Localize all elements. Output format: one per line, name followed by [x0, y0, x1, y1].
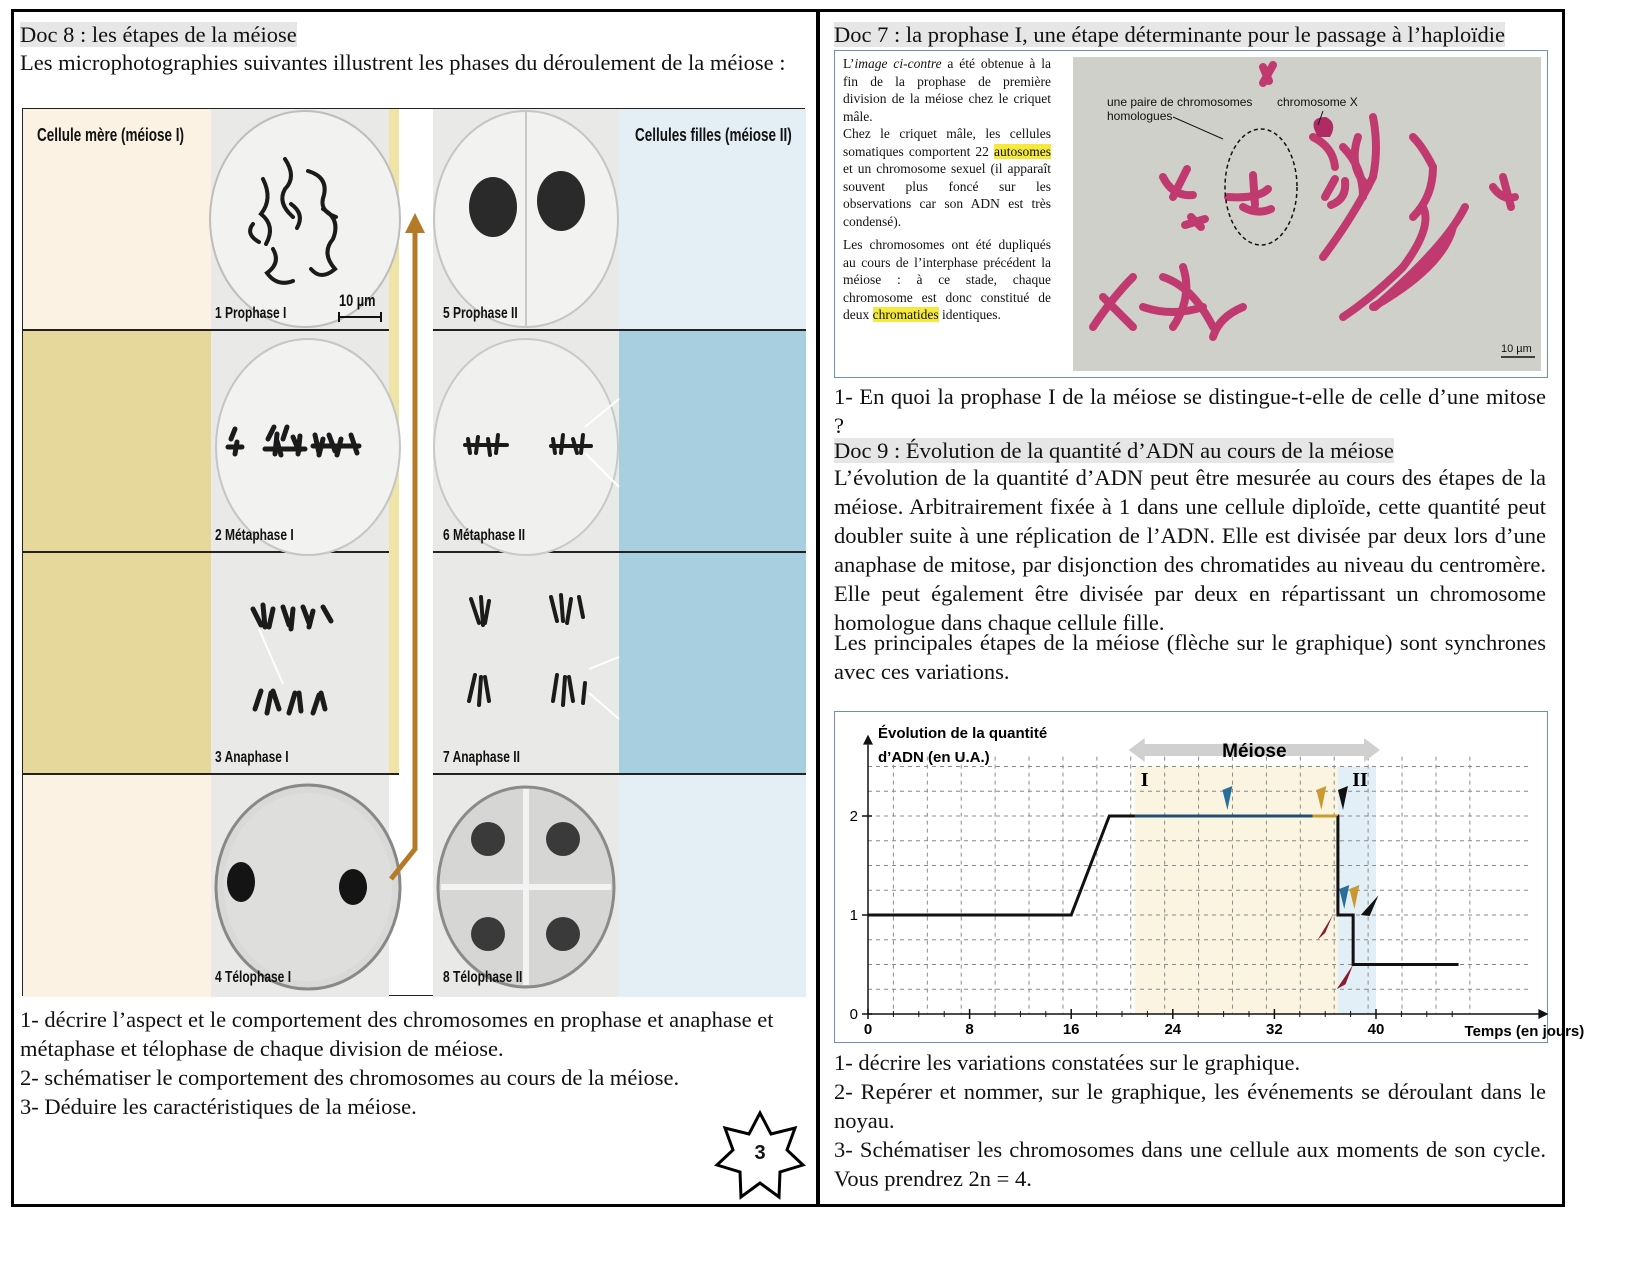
x-tick-label: 16 [1062, 1021, 1080, 1038]
doc7-text [843, 55, 1051, 324]
x-axis-title: Temps (en jours) [1464, 1023, 1585, 1040]
doc8-question-1: 1- décrire l’aspect et le comportement des chromosomes en prophase et anaphase et métaphase et télophase de chaque division de méiose. [20, 1007, 774, 1061]
header-right: Cellules filles (méiose II) [635, 125, 792, 145]
phase-label-3: 3 Anaphase I [215, 749, 289, 766]
y-tick-label: 2 [849, 808, 858, 825]
doc7-para-2: Chez le criquet mâle, les cellules somatiques comportent 22 autosomes et un chromosome sexuel (il apparaît souvent plus foncé sur les observations car son ADN est très condensé). [843, 126, 1051, 229]
doc8-questions [20, 1005, 810, 1121]
label-chromosome-x: chromosome X [1277, 95, 1358, 109]
division-II-label: II [1352, 769, 1368, 791]
doc9-title: Doc 9 : Évolution de la quantité d’ADN au cours de la méiose [834, 438, 1394, 463]
doc7-box [834, 50, 1548, 378]
division-I-label: I [1140, 769, 1149, 791]
y-axis-arrow [863, 735, 873, 745]
doc7-para-1: L’image ci-contre a été obtenue à la fin de la prophase de première division de la méiose chez le criquet mâle. [843, 56, 1051, 124]
doc9-paragraph-2: Les principales étapes de la méiose (flèche sur le graphique) sont synchrones avec ces variations. [834, 630, 1546, 684]
phase-label-8: 8 Télophase II [443, 969, 523, 986]
y-axis-title: Évolution de la quantité [878, 725, 1048, 742]
phase-label-6: 6 Métaphase II [443, 527, 526, 544]
doc8-intro: Les microphotographies suivantes illustrent les phases du déroulement de la méiose : [20, 50, 786, 75]
doc8-question-2: 2- schématiser le comportement des chromosomes au cours de la méiose. [20, 1065, 680, 1090]
header-left: Cellule mère (méiose I) [37, 125, 185, 145]
x-tick-label: 24 [1164, 1021, 1182, 1038]
karyotype-photo [1073, 57, 1541, 371]
x-axis-arrow [1538, 1009, 1548, 1019]
doc7-para-3: Les chromosomes ont été dupliqués au cours de l’interphase précédent la méiose : à ce stade, chaque chromosome est donc constitué de deux chromatides identiques. [843, 237, 1051, 322]
scale-label: 10 µm [339, 291, 376, 310]
phase-label-5: 5 Prophase II [443, 305, 518, 322]
x-tick-label: 40 [1367, 1021, 1385, 1038]
label-homologous-pair: une paire de chromosomes homologues [1107, 95, 1253, 123]
x-tick-label: 0 [863, 1021, 873, 1038]
page-number: 3 [754, 1142, 766, 1164]
phase-label-7: 7 Anaphase II [443, 749, 520, 766]
x-tick-label: 32 [1266, 1021, 1283, 1038]
dna-chart [835, 712, 1585, 1041]
phase-label-1: 1 Prophase I [215, 305, 287, 322]
doc9-question-3: 3- Schématiser les chromosomes dans une cellule aux moments de son cycle. Vous prendrez 2n = 4. [834, 1137, 1546, 1191]
y-tick-label: 1 [849, 907, 858, 924]
doc7-question: 1- En quoi la prophase I de la méiose se distingue-t-elle de celle d’une mitose ? [834, 384, 1546, 438]
doc8-title: Doc 8 : les étapes de la méiose [20, 22, 297, 47]
dna-chart-frame [834, 711, 1585, 1043]
y-tick-label: 0 [849, 1006, 858, 1023]
doc9-title-line [834, 436, 1546, 465]
y-axis-title-units: d’ADN (en U.A.) [878, 749, 990, 766]
doc7-scale-label: 10 µm [1501, 343, 1532, 355]
doc8-title-line [20, 20, 810, 49]
doc9-question-1: 1- décrire les variations constatées sur le graphique. [834, 1050, 1301, 1075]
meiosis-arrow-right [1364, 738, 1380, 762]
x-tick-label: 8 [965, 1021, 974, 1038]
doc9-question-2: 2- Repérer et nommer, sur le graphique, les événements se déroulant dans le noyau. [834, 1079, 1546, 1133]
phase-label-4: 4 Télophase I [215, 969, 292, 986]
phase-label-2: 2 Métaphase I [215, 527, 294, 544]
doc9-paragraph-1: L’évolution de la quantité d’ADN peut être mesurée au cours des étapes de la méiose. Arbitrairement fixée à 1 dans une cellule diploïde, cette quantité peut doubler suite à une réplication de l’ADN. Elle est divisée par deux lors d’une anaphase de mitose, par disjonction des chromatides au niveau du centromère. Elle peut également être divisée par deux en répartissant un chromosome homologue dans chaque cellule fille. [834, 465, 1546, 635]
doc9-questions [834, 1048, 1546, 1193]
meiosis-label: Méiose [1222, 741, 1287, 762]
doc7-title: Doc 7 : la prophase I, une étape déterminante pour le passage à l’haploïdie [834, 22, 1505, 47]
micrograph-drawings [23, 109, 806, 997]
micrograph-figure [22, 108, 805, 996]
doc7-title-line [834, 20, 1556, 49]
doc8-question-3: 3- Déduire les caractéristiques de la méiose. [20, 1094, 417, 1119]
